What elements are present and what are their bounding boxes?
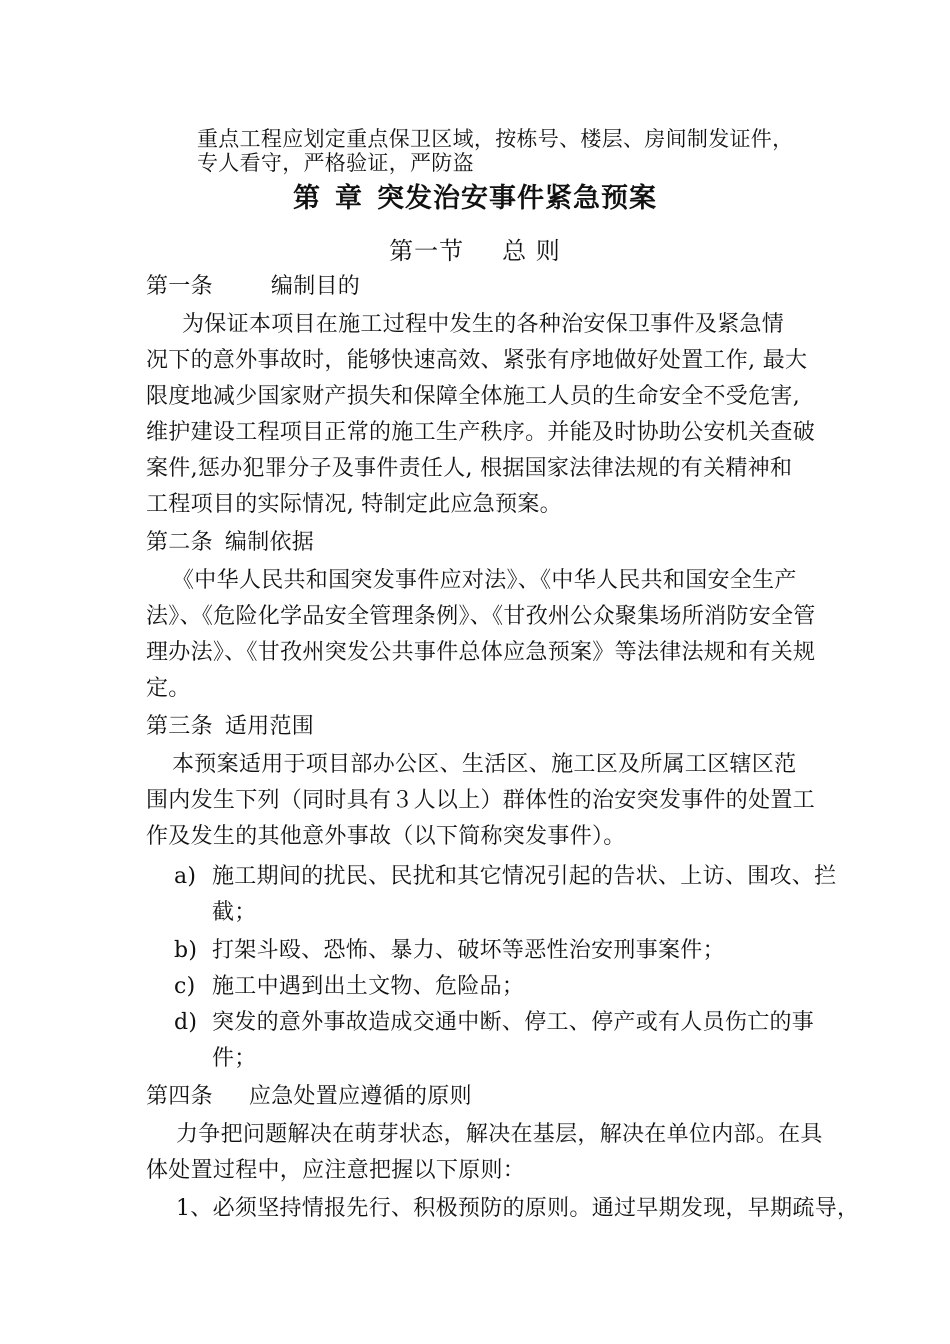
list-item-text: 打架斗殴、恐怖、暴力、破坏等恶性治安刑事案件； bbox=[212, 938, 725, 963]
section-heading bbox=[0, 235, 950, 267]
article-1-line: 为保证本项目在施工过程中发生的各种治安保卫事件及紧急情 bbox=[182, 312, 785, 337]
article-4-title: 应急处置应遵循的原则 bbox=[248, 1084, 472, 1109]
list-item-d bbox=[174, 1009, 814, 1037]
list-item-a bbox=[174, 863, 836, 891]
section-number: 第一节 bbox=[389, 237, 465, 265]
article-4-line: 力争把问题解决在萌芽状态，解决在基层，解决在单位内部。在具 bbox=[176, 1122, 823, 1147]
article-1-heading bbox=[146, 273, 360, 301]
article-2-line: 法》、《危险化学品安全管理条例》、《甘孜州公众聚集场所消防安全管 bbox=[146, 604, 816, 629]
article-3-title: 适用范围 bbox=[224, 714, 315, 739]
article-2-title: 编制依据 bbox=[224, 530, 315, 555]
article-2-number: 第二条 bbox=[146, 530, 213, 555]
list-marker: a) bbox=[174, 864, 197, 889]
article-2-heading bbox=[146, 529, 314, 557]
list-marker: b) bbox=[174, 938, 198, 963]
top-note-line-2: 专人看守，严格验证，严防盗 bbox=[197, 151, 474, 175]
article-4-number: 第四条 bbox=[146, 1084, 213, 1109]
article-4-heading bbox=[146, 1083, 472, 1111]
top-note-line-1: 重点工程应划定重点保卫区域，按栋号、楼层、房间制发证件， bbox=[197, 127, 794, 151]
chapter-title: 突发治安事件紧急预案 bbox=[377, 183, 657, 214]
article-3-line: 作及发生的其他意外事故（以下简称突发事件）。 bbox=[146, 824, 626, 849]
article-2-line: 定。 bbox=[146, 676, 191, 701]
article-2-line: 理办法》、《甘孜州突发公共事件总体应急预案》等法律法规和有关规 bbox=[146, 640, 816, 665]
list-item-text: 施工期间的扰民、民扰和其它情况引起的告状、上访、围攻、拦 bbox=[212, 864, 837, 889]
principle-1: 1、必须坚持情报先行、积极预防的原则。通过早期发现，早期疏导， bbox=[176, 1196, 860, 1221]
chapter-heading bbox=[0, 181, 950, 217]
article-1-line: 维护建设工程项目正常的施工生产秩序。并能及时协助公安机关查破 bbox=[146, 420, 816, 445]
list-item-a-continued: 截； bbox=[212, 900, 257, 925]
article-1-line: 限度地减少国家财产损失和保障全体施工人员的生命安全不受危害, bbox=[146, 384, 800, 409]
chapter-suffix: 章 bbox=[335, 183, 363, 214]
article-2-line: 《中华人民共和国突发事件应对法》、《中华人民共和国安全生产 bbox=[172, 568, 797, 593]
section-title: 总 则 bbox=[502, 237, 561, 265]
article-3-number: 第三条 bbox=[146, 714, 213, 739]
article-1-title: 编制目的 bbox=[270, 274, 361, 299]
chapter-prefix: 第 bbox=[293, 183, 321, 214]
article-1-line: 况下的意外事故时，能够快速高效、紧张有序地做好处置工作, 最大 bbox=[146, 348, 808, 373]
list-item-c bbox=[174, 973, 524, 1001]
list-marker: d) bbox=[174, 1010, 198, 1035]
article-3-line: 本预案适用于项目部办公区、生活区、施工区及所属工区辖区范 bbox=[172, 752, 797, 777]
article-3-line: 围内发生下列（同时具有３人以上）群体性的治安突发事件的处置工 bbox=[146, 788, 816, 813]
article-1-number: 第一条 bbox=[146, 274, 213, 299]
list-marker: c) bbox=[174, 974, 196, 999]
list-item-b bbox=[174, 937, 725, 965]
list-item-text: 突发的意外事故造成交通中断、停工、停产或有人员伤亡的事 bbox=[212, 1010, 815, 1035]
article-3-heading bbox=[146, 713, 314, 741]
article-1-line: 工程项目的实际情况, 特制定此应急预案。 bbox=[146, 492, 562, 517]
article-4-line: 体处置过程中，应注意把握以下原则： bbox=[146, 1158, 526, 1183]
article-1-line: 案件,惩办犯罪分子及事件责任人, 根据国家法律法规的有关精神和 bbox=[146, 456, 793, 481]
list-item-d-continued: 件； bbox=[212, 1046, 257, 1071]
list-item-text: 施工中遇到出土文物、危险品； bbox=[212, 974, 525, 999]
